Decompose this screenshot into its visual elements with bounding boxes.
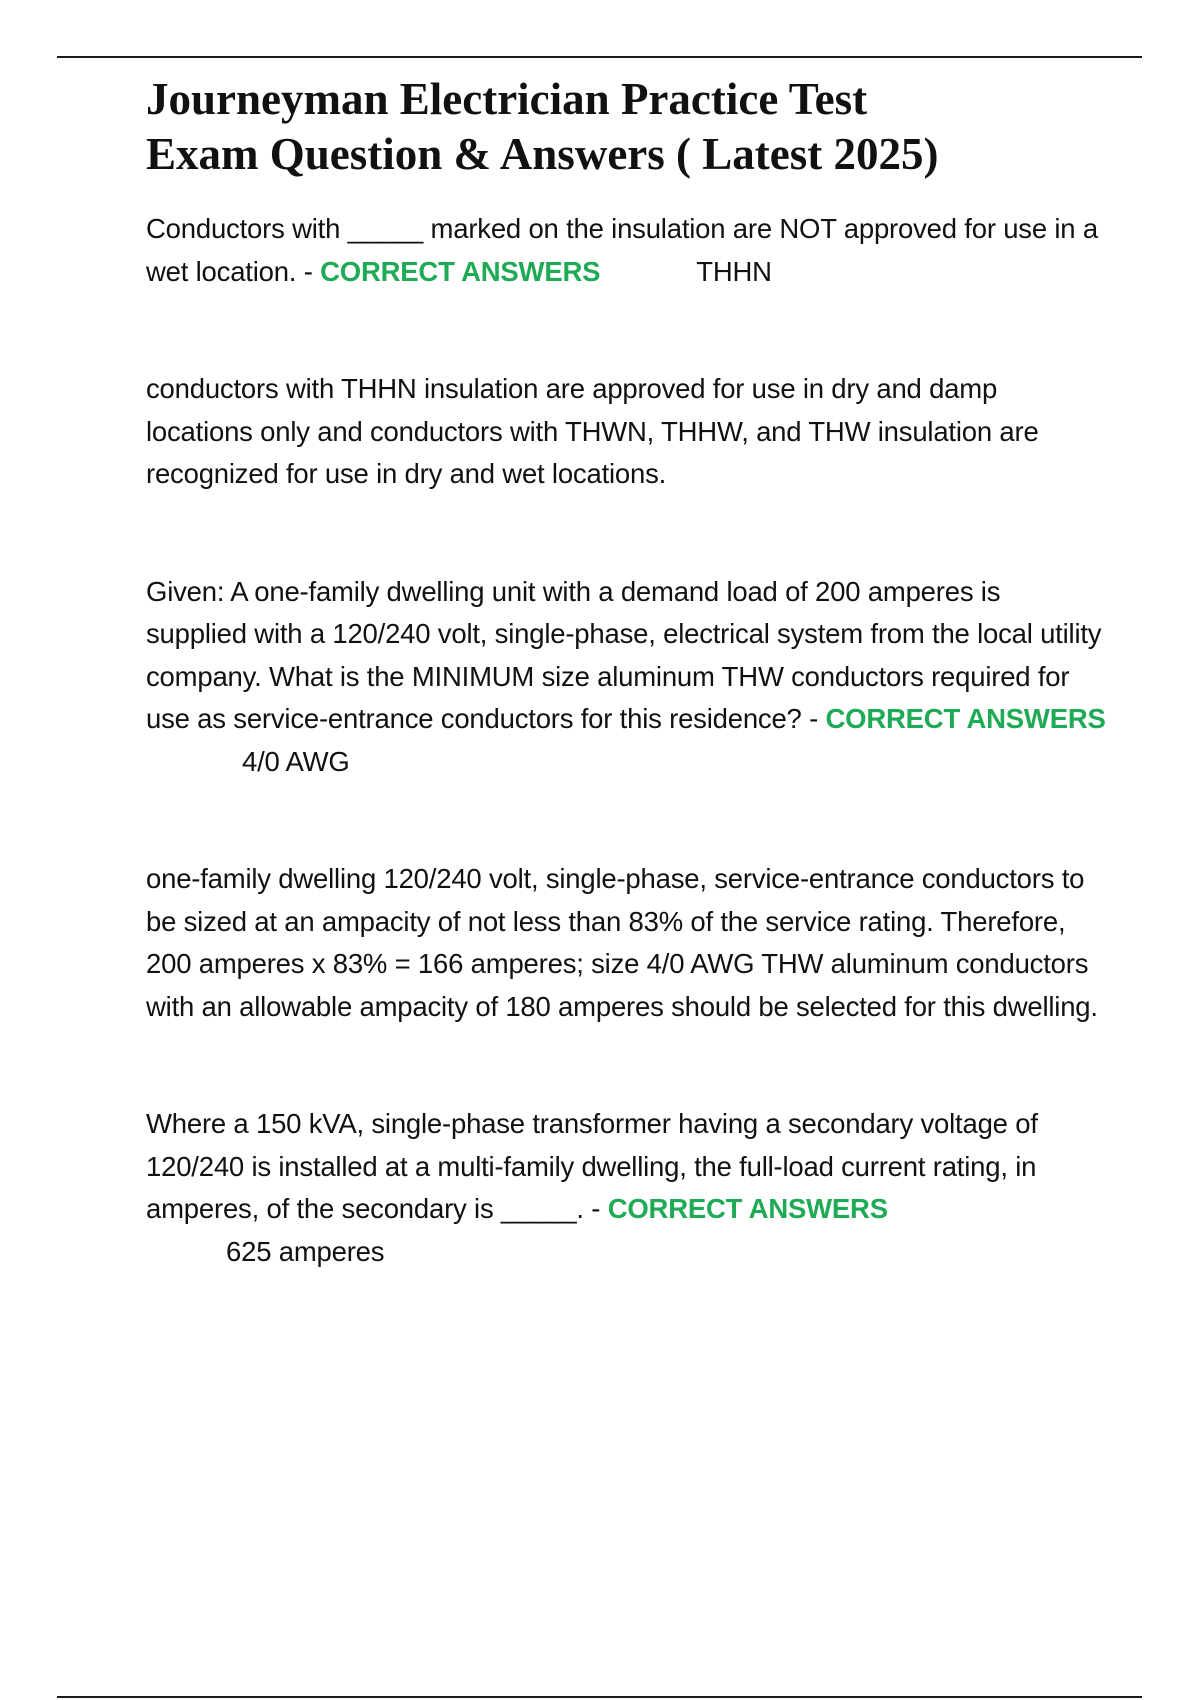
answer-3: 625 amperes bbox=[226, 1235, 385, 1267]
explanation-2: one-family dwelling 120/240 volt, single-phase, service-entrance conductors to be sized at an ampacity of not less than 83% of the service rating. Therefore, 200 amperes x 83% = 166 amperes; size 4/0 AWG THW aluminum conductors with an allowable ampacity of 180 amperes should be selected for this dwelling. bbox=[146, 863, 1098, 1022]
explanation-1: conductors with THHN insulation are approved for use in dry and damp locations only and conductors with THWN, THHW, and THW insulation are recognized for use in dry and wet locations. bbox=[146, 373, 1039, 489]
top-rule bbox=[57, 56, 1142, 58]
question-3-text: Where a 150 kVA, single-phase transformer having a secondary voltage of 120/240 is installed at a multi-family dwelling, the full-load current rating, in amperes, of the secondary is _____. - bbox=[146, 1108, 1038, 1224]
title-line-1: Journeyman Electrician Practice Test bbox=[146, 74, 868, 124]
document-title bbox=[146, 72, 1106, 182]
answer-1: THHN bbox=[696, 255, 772, 287]
answer-2: 4/0 AWG bbox=[242, 745, 350, 777]
document-body bbox=[146, 72, 1106, 1273]
question-3 bbox=[146, 1103, 1106, 1273]
question-1 bbox=[146, 208, 1106, 293]
question-2-text: Given: A one-family dwelling unit with a demand load of 200 amperes is supplied with a 120/240 volt, single-phase, electrical system from the local utility company. What is the MINIMUM size aluminum THW conductors required for use as service-entrance conductors for this residence? - bbox=[146, 575, 1102, 734]
qa-list bbox=[146, 208, 1106, 1273]
correct-answers-label: CORRECT ANSWERS bbox=[607, 1193, 888, 1224]
correct-answers-label: CORRECT ANSWERS bbox=[825, 703, 1106, 734]
title-line-2: Exam Question & Answers ( Latest 2025) bbox=[146, 129, 939, 179]
correct-answers-label: CORRECT ANSWERS bbox=[320, 255, 601, 287]
bottom-rule bbox=[57, 1696, 1142, 1698]
question-2 bbox=[146, 571, 1106, 784]
question-1-text: Conductors with _____ marked on the insulation are NOT approved for use in a wet location. - bbox=[146, 213, 1098, 287]
